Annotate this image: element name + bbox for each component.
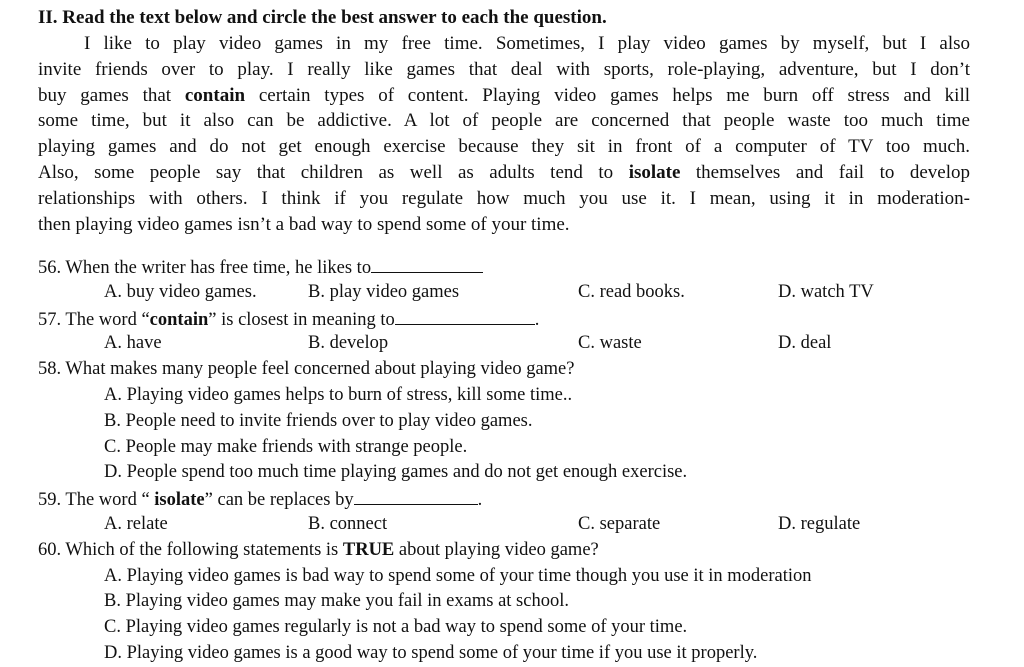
- options-56: [38, 280, 998, 306]
- option-b[interactable]: B. People need to invite friends over to play video games.: [104, 410, 533, 431]
- passage-line: invite friends over to play. I really like games that deal with sports, role-playing, adventure, but I don’t: [38, 58, 970, 80]
- option-row: [38, 641, 998, 667]
- question-stem: 57. The word “: [38, 309, 150, 330]
- passage-line: playing games and do not get enough exercise because they sit in front of a computer of TV too much.: [38, 136, 970, 158]
- option-a[interactable]: A. Playing video games is bad way to spend some of your time though you use it in moderation: [104, 565, 812, 586]
- option-row: [38, 383, 998, 409]
- passage-text: certain types of content. Playing video games helps me burn off stress and kill: [245, 84, 971, 106]
- keyword-isolate: isolate: [154, 490, 205, 511]
- question-59: [38, 486, 998, 512]
- options-59: [38, 512, 998, 538]
- question-58: [38, 357, 998, 383]
- options-57: [38, 331, 998, 357]
- option-d[interactable]: D. watch TV: [778, 281, 874, 302]
- question-stem: 59. The word “: [38, 490, 155, 511]
- question-stem: 60. Which of the following statements is: [38, 539, 343, 560]
- passage-line: I like to play video games in my free time. Sometimes, I play video games by myself, but I also: [84, 33, 970, 54]
- stem-end: .: [477, 490, 483, 511]
- option-b[interactable]: B. Playing video games may make you fail in exams at school.: [104, 591, 569, 612]
- option-a[interactable]: A. Playing video games helps to burn of stress, kill some time..: [104, 384, 573, 405]
- option-row: [38, 435, 998, 461]
- question-60: [38, 538, 998, 564]
- option-d[interactable]: D. regulate: [778, 513, 861, 534]
- option-c[interactable]: C. People may make friends with strange people.: [104, 436, 468, 457]
- option-d[interactable]: D. deal: [778, 333, 832, 354]
- option-row: [38, 460, 998, 486]
- questions: [38, 254, 998, 667]
- option-b[interactable]: B. develop: [308, 333, 389, 354]
- option-d[interactable]: D. People spend too much time playing games and do not get enough exercise.: [104, 462, 688, 483]
- answer-blank: [354, 486, 478, 505]
- passage-line: [38, 160, 970, 186]
- question-stem: ” is closest in meaning to: [208, 309, 395, 330]
- option-a[interactable]: A. relate: [104, 513, 168, 534]
- option-a[interactable]: A. have: [104, 333, 162, 354]
- question-56: [38, 254, 998, 280]
- option-row: [38, 615, 998, 641]
- question-stem: 56. When the writer has free time, he likes to: [38, 258, 372, 278]
- option-c[interactable]: C. read books.: [578, 281, 685, 302]
- passage-text: themselves and fail to develop: [680, 161, 970, 183]
- passage-line: relationships with others. I think if you regulate how much you use it. I mean, using it in moderation-: [38, 187, 970, 209]
- passage-line: some time, but it also can be addictive. A lot of people are concerned that people waste too much time: [38, 110, 970, 132]
- passage-line: then playing video games isn’t a bad way to spend some of your time.: [38, 213, 570, 235]
- passage-text: Also, some people say that children as well as adults tend to: [38, 161, 629, 183]
- answer-blank: [371, 254, 483, 273]
- option-row: [38, 564, 998, 590]
- option-b[interactable]: B. connect: [308, 513, 388, 534]
- keyword-true: TRUE: [342, 539, 395, 560]
- option-d[interactable]: D. Playing video games is a good way to spend some of your time if you use it properly.: [104, 642, 758, 663]
- option-c[interactable]: C. waste: [578, 333, 642, 354]
- keyword-contain: contain: [149, 309, 209, 330]
- option-b[interactable]: B. play video games: [308, 281, 460, 302]
- question-stem: about playing video game?: [394, 539, 599, 560]
- reading-passage: [38, 31, 970, 237]
- question-stem: 58. What makes many people feel concerned about playing video game?: [38, 359, 575, 380]
- section-heading: II. Read the text below and circle the best answer to each the question.: [38, 7, 607, 28]
- stem-end: .: [534, 309, 540, 330]
- option-c[interactable]: C. Playing video games regularly is not a bad way to spend some of your time.: [104, 617, 688, 638]
- passage-text: buy games that: [38, 84, 185, 106]
- answer-blank: [395, 306, 535, 325]
- keyword-isolate: isolate: [628, 161, 681, 183]
- option-row: [38, 409, 998, 435]
- question-stem: ” can be replaces by: [204, 490, 354, 511]
- option-row: [38, 589, 998, 615]
- option-a[interactable]: A. buy video games.: [104, 281, 257, 302]
- keyword-contain: contain: [184, 84, 246, 106]
- option-c[interactable]: C. separate: [578, 513, 661, 534]
- passage-line: [38, 83, 970, 109]
- question-57: [38, 306, 998, 332]
